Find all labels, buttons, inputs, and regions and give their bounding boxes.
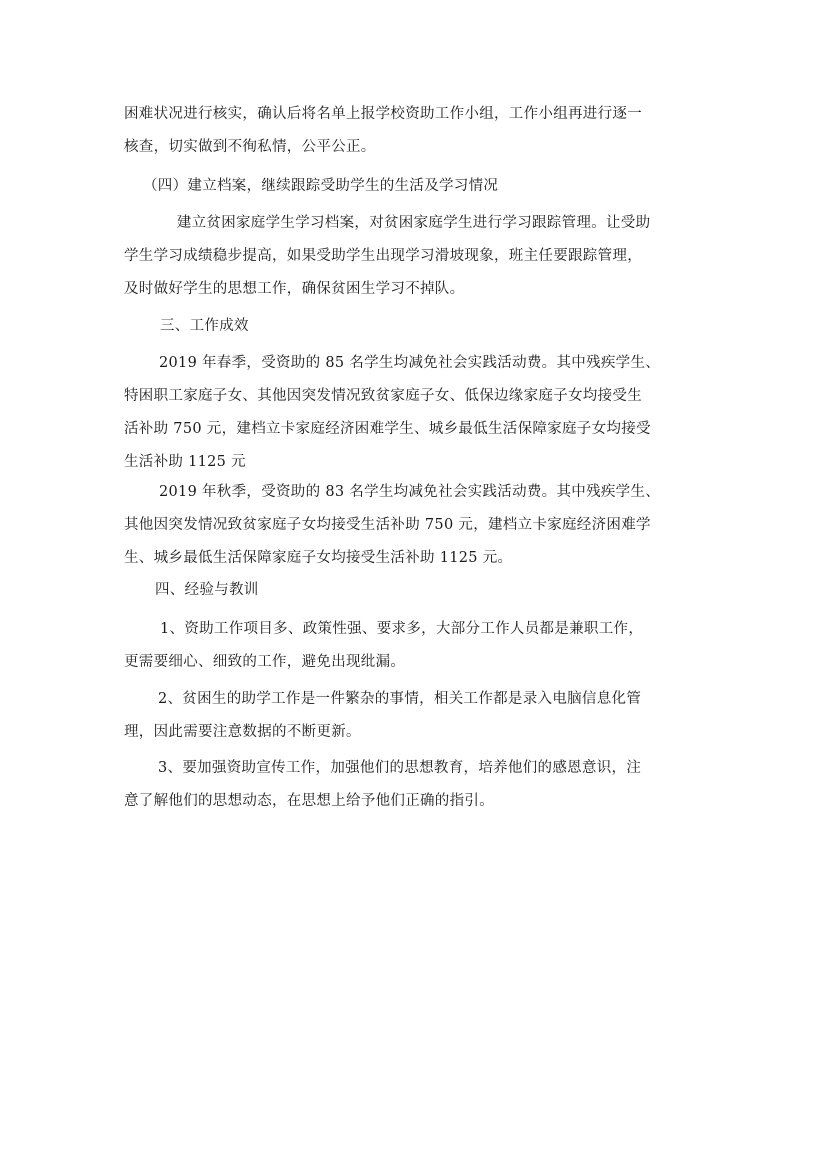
paragraph-intro bbox=[124, 98, 706, 164]
text-line: 生活补助 1125 元 bbox=[124, 454, 246, 470]
paragraph-lesson-1 bbox=[124, 613, 706, 679]
text-line: 建立贫困家庭学生学习档案，对贫困家庭学生进行学习跟踪管理。让受助 bbox=[162, 215, 651, 231]
text-line: 其他因突发情况致贫家庭子女均接受生活补助 750 元，建档立卡家庭经济困难学 bbox=[124, 517, 651, 533]
text-line: 理，因此需要注意数据的不断更新。 bbox=[124, 724, 361, 740]
text-line: 活补助 750 元，建档立卡家庭经济困难学生、城乡最低生活保障家庭子女均接受 bbox=[124, 421, 651, 437]
paragraph-autumn-2019 bbox=[124, 476, 706, 575]
section-heading-results: 三、工作成效 bbox=[160, 318, 249, 334]
text-line: 及时做好学生的思想工作，确保贫困生学习不掉队。 bbox=[124, 281, 465, 297]
text-line: 2019 年春季，受资助的 85 名学生均减免社会实践活动费。其中残疾学生、 bbox=[159, 355, 661, 371]
text-line: 3、要加强资助宣传工作，加强他们的思想教育，培养他们的感恩意识，注 bbox=[158, 760, 642, 776]
text-line: 困难状况进行核实，确认后将名单上报学校资助工作小组，工作小组再进行逐一 bbox=[124, 106, 642, 122]
section-heading-lessons: 四、经验与教训 bbox=[155, 582, 259, 598]
paragraph-lesson-3 bbox=[124, 752, 706, 818]
text-line: 核查，切实做到不徇私情，公平公正。 bbox=[124, 139, 376, 155]
text-line: 2019 年秋季，受资助的 83 名学生均减免社会实践活动费。其中残疾学生、 bbox=[159, 484, 661, 500]
text-line: 学生学习成绩稳步提高，如果受助学生出现学习滑坡现象，班主任要跟踪管理， bbox=[124, 248, 642, 264]
paragraph-spring-2019 bbox=[124, 347, 706, 479]
paragraph-archive bbox=[124, 207, 706, 306]
text-line: 意了解他们的思想动态，在思想上给予他们正确的指引。 bbox=[124, 793, 494, 809]
text-line: 更需要细心、细致的工作，避免出现纰漏。 bbox=[124, 654, 406, 670]
text-line: 1、资助工作项目多、政策性强、要求多，大部分工作人员都是兼职工作， bbox=[160, 621, 644, 637]
text-line: 特困职工家庭子女、其他因突发情况致贫家庭子女、低保边缘家庭子女均接受生 bbox=[124, 388, 642, 404]
section-heading-archive: （四）建立档案，继续跟踪受助学生的生活及学习情况 bbox=[143, 178, 499, 194]
paragraph-lesson-2 bbox=[124, 683, 706, 749]
text-line: 2、贫困生的助学工作是一件繁杂的事情，相关工作都是录入电脑信息化管 bbox=[158, 691, 642, 707]
text-line: 生、城乡最低生活保障家庭子女均接受生活补助 1125 元。 bbox=[124, 550, 513, 566]
